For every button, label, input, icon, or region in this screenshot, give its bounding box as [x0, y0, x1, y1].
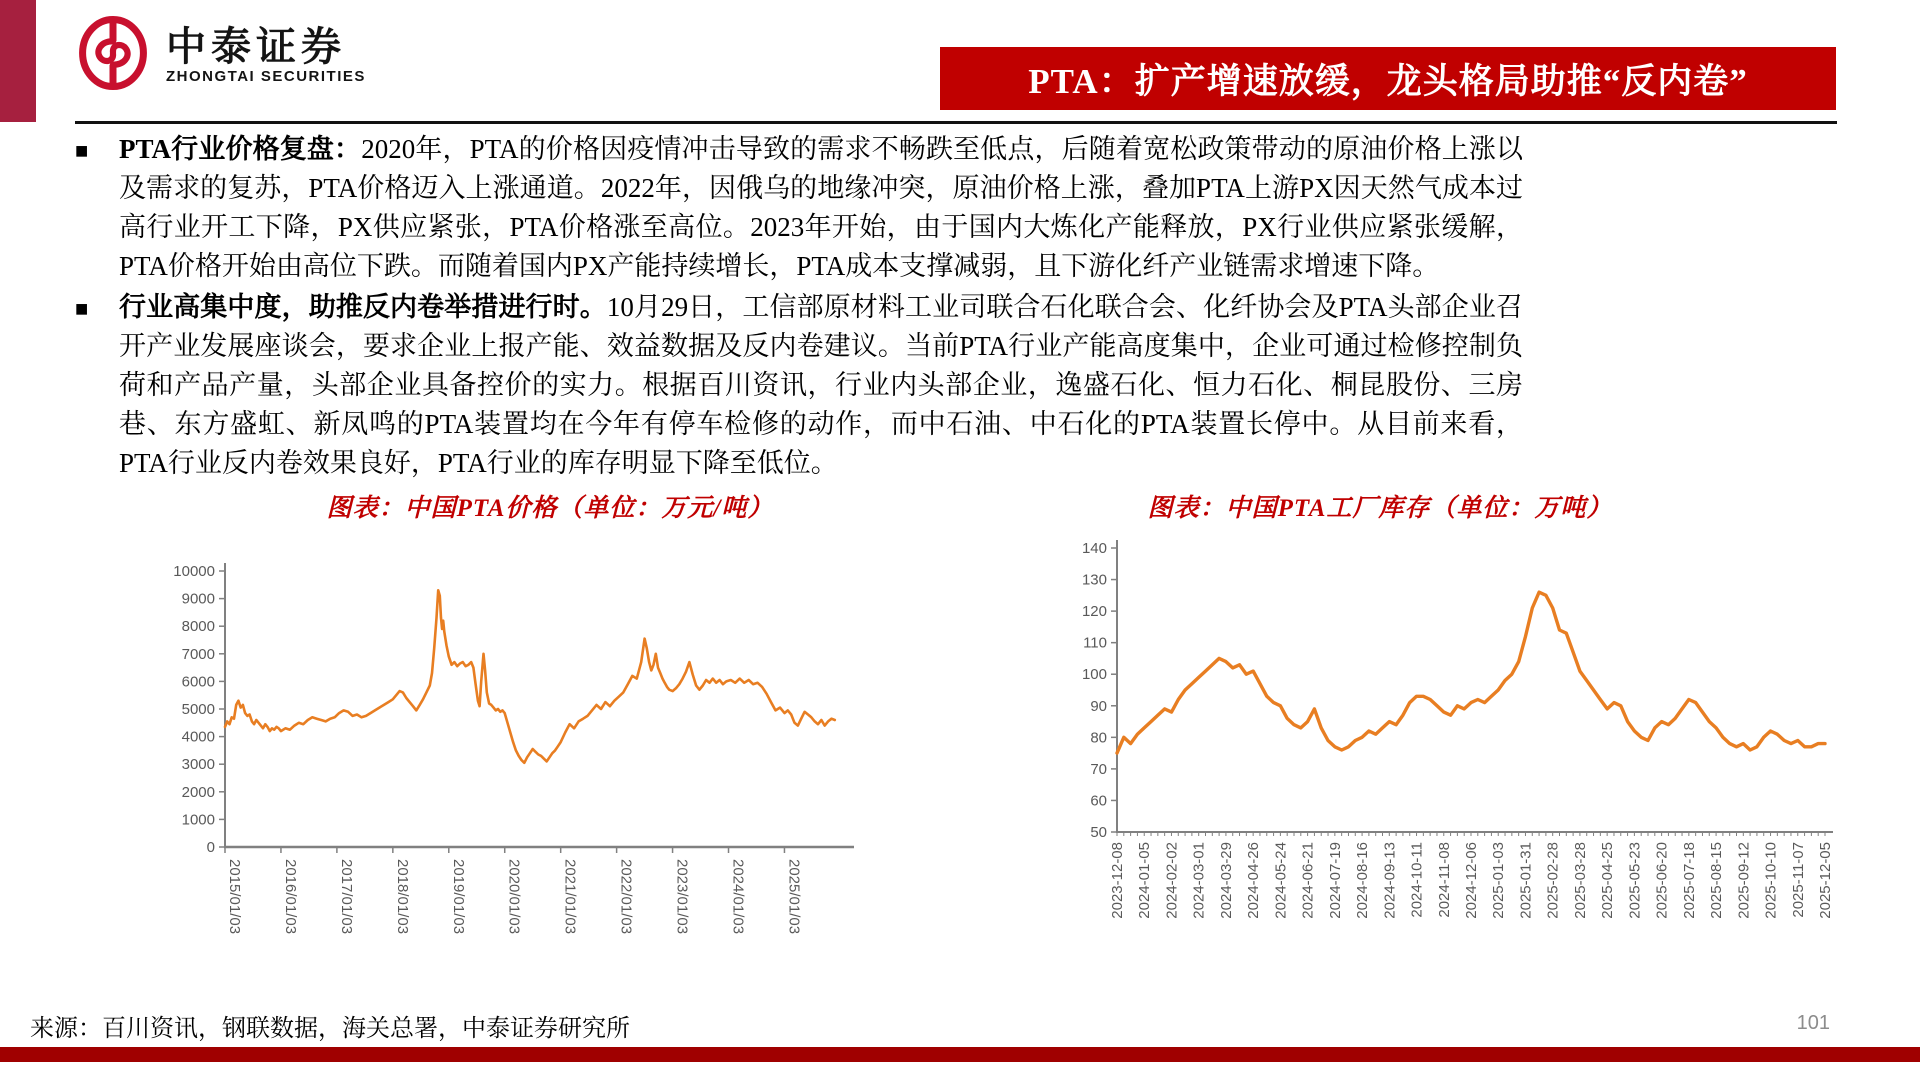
svg-text:2025-10-10: 2025-10-10: [1762, 842, 1780, 919]
svg-text:2022/01/03: 2022/01/03: [617, 859, 635, 935]
svg-text:2025-01-31: 2025-01-31: [1517, 842, 1535, 919]
svg-text:2025-03-28: 2025-03-28: [1571, 842, 1589, 919]
svg-text:2024-01-05: 2024-01-05: [1136, 842, 1154, 919]
bullet-body: 10月29日，工信部原材料工业司联合石化联合会、化纤协会及PTA头部企业召开产业发展座谈会，要求企业上报产能、效益数据及反内卷建议。当前PTA行业产能高度集中，企业可通过检修控制负荷和产品产量，头部企业具备控价的实力。根据百川资讯，行业内头部企业，逸盛石化、恒力石化、桐昆股份、三房巷、东方盛虹、新凤鸣的PTA装置均在今年有停车检修的动作，而中石油、中石化的PTA装置长停中。从目前来看，PTA行业反内卷效果良好，PTA行业的库存明显下降至低位。: [119, 292, 1523, 478]
svg-text:2024/01/03: 2024/01/03: [729, 859, 747, 935]
bullet-marker: ■: [75, 138, 89, 163]
svg-text:7000: 7000: [181, 645, 215, 663]
svg-text:2024-07-19: 2024-07-19: [1326, 842, 1344, 919]
svg-text:0: 0: [206, 839, 215, 856]
svg-text:90: 90: [1090, 697, 1107, 715]
svg-text:2024-04-26: 2024-04-26: [1245, 842, 1263, 919]
svg-text:2025-05-23: 2025-05-23: [1626, 842, 1644, 919]
chart-title-pta-price: 图表：中国PTA价格（单位：万元/吨）: [326, 495, 774, 522]
svg-text:2017/01/03: 2017/01/03: [337, 859, 355, 935]
svg-text:1000: 1000: [181, 811, 215, 829]
svg-text:2016/01/03: 2016/01/03: [281, 859, 299, 935]
chart-title-pta-inventory: 图表：中国PTA工厂库存（单位：万吨）: [1147, 495, 1613, 522]
bullet-body: 2020年，PTA的价格因疫情冲击导致的需求不畅跌至低点，后随着宽松政策带动的原油价格上涨以及需求的复苏，PTA价格迈入上涨通道。2022年，因俄乌的地缘冲突，原油价格上涨，叠加PTA上游PX因天然气成本过高行业开工下降，PX供应紧张，PTA价格涨至高位。2023年开始，由于国内大炼化产能释放，PX行业供应紧张缓解，PTA价格开始由高位下跌。而随着国内PX产能持续增长，PTA成本支撑减弱，且下游化纤产业链需求增速下降。: [119, 134, 1524, 281]
svg-text:5000: 5000: [181, 701, 215, 718]
left-accent-bar: [0, 0, 36, 122]
svg-text:2025-06-20: 2025-06-20: [1653, 842, 1671, 919]
svg-text:2021/01/03: 2021/01/03: [561, 859, 579, 935]
logo-name-en: ZHONGTAI SECURITIES: [166, 68, 366, 85]
svg-text:9000: 9000: [181, 590, 215, 608]
svg-text:4000: 4000: [181, 728, 215, 746]
svg-text:60: 60: [1090, 792, 1107, 810]
svg-text:50: 50: [1090, 824, 1107, 841]
svg-text:2000: 2000: [181, 783, 215, 801]
svg-text:6000: 6000: [181, 673, 215, 691]
svg-text:3000: 3000: [181, 756, 215, 774]
svg-text:140: 140: [1081, 540, 1107, 557]
svg-text:2023/01/03: 2023/01/03: [673, 859, 691, 935]
svg-text:120: 120: [1081, 603, 1107, 621]
page-title: PTA：扩产增速放缓，龙头格局助推“反内卷”: [1028, 61, 1748, 101]
svg-text:2025/01/03: 2025/01/03: [785, 859, 803, 935]
pta-price-chart: [130, 555, 870, 947]
svg-text:2025-08-15: 2025-08-15: [1708, 842, 1726, 919]
svg-text:2015/01/03: 2015/01/03: [226, 859, 243, 935]
svg-text:110: 110: [1083, 634, 1107, 652]
bullet-lead: PTA行业价格复盘：: [119, 134, 362, 164]
svg-text:2023-12-08: 2023-12-08: [1109, 842, 1126, 919]
svg-text:2024-03-01: 2024-03-01: [1190, 842, 1208, 919]
zhongtai-logo-icon: [74, 14, 152, 97]
bullet-marker: ■: [75, 296, 89, 321]
svg-text:2025-02-28: 2025-02-28: [1544, 842, 1562, 919]
body-text: [75, 130, 1523, 483]
svg-text:130: 130: [1081, 571, 1107, 589]
svg-text:2024-11-08: 2024-11-08: [1435, 842, 1453, 918]
svg-text:2025-01-03: 2025-01-03: [1490, 842, 1508, 919]
bottom-accent-bar: [0, 1047, 1920, 1062]
bullet-paragraph-price-review: [75, 130, 1523, 286]
svg-text:8000: 8000: [181, 618, 215, 636]
svg-text:2024-06-21: 2024-06-21: [1299, 842, 1317, 919]
svg-text:2024-10-11: 2024-10-11: [1408, 842, 1426, 918]
pta-inventory-chart: [1055, 532, 1855, 984]
svg-text:2025-12-05: 2025-12-05: [1817, 842, 1834, 919]
svg-text:2025-11-07: 2025-11-07: [1789, 842, 1807, 918]
svg-text:100: 100: [1081, 666, 1107, 684]
header-divider-line: [75, 121, 1837, 124]
logo-name-cn: 中泰证券: [166, 24, 346, 69]
section-title-banner: [940, 47, 1836, 110]
source-note: 来源：百川资讯，钢联数据，海关总署，中泰证券研究所: [30, 1016, 630, 1042]
svg-text:2025-07-18: 2025-07-18: [1680, 842, 1698, 919]
svg-text:2024-08-16: 2024-08-16: [1354, 842, 1372, 919]
logo-text: [166, 26, 366, 85]
svg-text:2024-09-13: 2024-09-13: [1381, 842, 1399, 919]
svg-text:80: 80: [1090, 729, 1107, 747]
bullet-lead: 行业高集中度，助推反内卷举措进行时。: [119, 292, 607, 322]
page-number: 101: [1796, 1012, 1830, 1034]
svg-text:2025-04-25: 2025-04-25: [1599, 842, 1617, 919]
svg-text:2025-09-12: 2025-09-12: [1735, 842, 1753, 919]
svg-text:2018/01/03: 2018/01/03: [393, 859, 411, 935]
svg-text:2024-12-06: 2024-12-06: [1463, 842, 1480, 919]
svg-text:2019/01/03: 2019/01/03: [449, 859, 467, 935]
svg-text:70: 70: [1090, 760, 1107, 778]
svg-text:2020/01/03: 2020/01/03: [505, 859, 523, 935]
bullet-paragraph-concentration: [75, 288, 1523, 483]
svg-text:10000: 10000: [173, 563, 215, 580]
zhongtai-logo: [74, 14, 366, 97]
svg-text:2024-02-02: 2024-02-02: [1163, 842, 1181, 919]
svg-text:2024-03-29: 2024-03-29: [1217, 842, 1235, 919]
svg-text:2024-05-24: 2024-05-24: [1272, 842, 1290, 919]
